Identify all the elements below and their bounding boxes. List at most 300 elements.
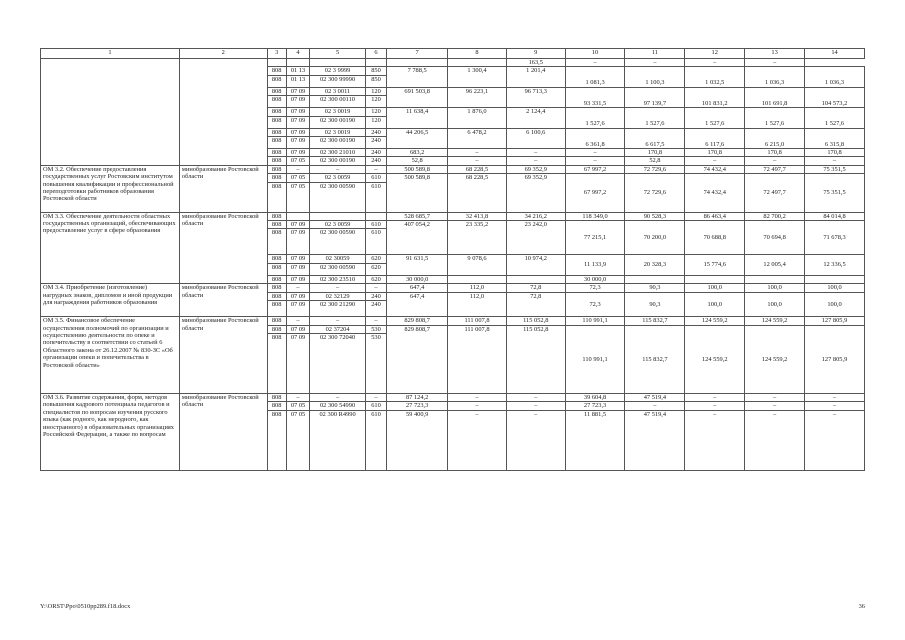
code-cell: – xyxy=(365,165,386,173)
amount-cell: 115 052,8 xyxy=(506,325,565,393)
table-cell: – xyxy=(565,59,625,67)
code-cell: 240 xyxy=(365,149,386,157)
amount-cell: 124 559,2 xyxy=(685,325,745,393)
code-cell: 02 300 00590 xyxy=(310,263,366,275)
code-cell: 808 xyxy=(267,410,286,470)
amount-cell: 70 200,0 xyxy=(625,221,685,255)
amount-cell: – xyxy=(685,402,745,410)
amount-cell: 67 997,2 xyxy=(565,174,625,212)
code-cell: 620 xyxy=(365,255,386,263)
amount-cell: 829 808,7 xyxy=(387,317,448,325)
code-cell: 610 xyxy=(365,182,386,212)
amount-cell: 6 215,0 xyxy=(745,128,805,148)
column-header: 9 xyxy=(506,49,565,59)
amount-cell: 1 527,6 xyxy=(685,108,745,128)
code-cell: 07 09 xyxy=(286,96,310,108)
code-cell: 02 3 9999 xyxy=(310,67,366,75)
amount-cell: 1 201,4 xyxy=(506,67,565,87)
amount-cell: 27 723,3 xyxy=(387,402,448,410)
table-cell xyxy=(448,59,507,67)
amount-cell: 100,0 xyxy=(745,284,805,292)
amount-cell xyxy=(625,275,685,283)
amount-cell: 75 351,5 xyxy=(805,165,865,173)
amount-cell: 124 559,2 xyxy=(745,317,805,325)
amount-cell: 23 242,0 xyxy=(506,221,565,255)
code-cell: 808 xyxy=(267,325,286,333)
code-cell: 808 xyxy=(267,157,286,165)
amount-cell: – xyxy=(805,393,865,401)
code-cell: 620 xyxy=(365,275,386,283)
code-cell: 610 xyxy=(365,410,386,470)
table-cell xyxy=(387,59,448,67)
amount-cell: 10 974,2 xyxy=(506,255,565,275)
amount-cell: 97 139,7 xyxy=(625,87,685,107)
column-header: 5 xyxy=(310,49,366,59)
program-name xyxy=(41,59,180,166)
code-cell: 07 05 xyxy=(286,182,310,212)
amount-cell: 500 589,8 xyxy=(387,165,448,173)
amount-cell: 93 331,5 xyxy=(565,87,625,107)
amount-cell: 1 300,4 xyxy=(448,67,507,87)
code-cell: 02 300 23510 xyxy=(310,275,366,283)
code-cell: 808 xyxy=(267,75,286,87)
amount-cell: 32 413,8 xyxy=(448,212,507,220)
code-cell: 07 09 xyxy=(286,275,310,283)
amount-cell: 112,0 xyxy=(448,284,507,292)
code-cell: 120 xyxy=(365,116,386,128)
code-cell: 07 09 xyxy=(286,87,310,95)
code-cell: 808 xyxy=(267,393,286,401)
code-cell: – xyxy=(286,284,310,292)
amount-cell: 12 005,4 xyxy=(745,255,805,275)
amount-cell: – xyxy=(506,157,565,165)
amount-cell: 68 228,5 xyxy=(448,165,507,173)
code-cell: 02 37204 xyxy=(310,325,366,333)
amount-cell: – xyxy=(448,410,507,470)
column-header: 2 xyxy=(179,49,267,59)
amount-cell: 47 519,4 xyxy=(625,410,685,470)
code-cell: 07 09 xyxy=(286,149,310,157)
amount-cell: 52,8 xyxy=(387,157,448,165)
code-cell: – xyxy=(365,317,386,325)
executor: минобразование Ростовской области xyxy=(179,393,267,470)
code-cell: – xyxy=(286,317,310,325)
amount-cell: – xyxy=(506,393,565,401)
executor: минобразование Ростовской области xyxy=(179,317,267,394)
amount-cell: 69 352,9 xyxy=(506,165,565,173)
amount-cell: 59 400,9 xyxy=(387,410,448,470)
code-cell: 02 300 00590 xyxy=(310,229,366,255)
code-cell: 02 300 54990 xyxy=(310,402,366,410)
amount-cell: 691 503,8 xyxy=(387,87,448,107)
amount-cell: 115 832,7 xyxy=(625,325,685,393)
column-header: 14 xyxy=(805,49,865,59)
code-cell: 240 xyxy=(365,292,386,300)
code-cell: – xyxy=(310,317,366,325)
amount-cell: 112,0 xyxy=(448,292,507,316)
amount-cell: 500 589,8 xyxy=(387,174,448,212)
amount-cell: 407 054,2 xyxy=(387,221,448,255)
amount-cell: 6 617,5 xyxy=(625,128,685,148)
amount-cell: 72,3 xyxy=(565,292,625,316)
amount-cell: 74 432,4 xyxy=(685,174,745,212)
code-cell: 808 xyxy=(267,229,286,255)
amount-cell: 72,8 xyxy=(506,284,565,292)
table-cell xyxy=(267,59,286,67)
column-header: 10 xyxy=(565,49,625,59)
code-cell: 530 xyxy=(365,325,386,333)
program-name: ОМ 3.6. Развитие содержания, форм, методов повышения кадрового потенциала педагогов и специалистов по вопросам изучения русского языка (как родного, как неродного, как иностранного) в образовательных организациях Российской Федерации, а также по вопросам xyxy=(41,393,180,470)
code-cell: 808 xyxy=(267,67,286,75)
code-cell: 610 xyxy=(365,174,386,182)
code-cell: – xyxy=(310,284,366,292)
amount-cell: 127 805,9 xyxy=(805,325,865,393)
amount-cell: 91 631,5 xyxy=(387,255,448,275)
amount-cell: 104 573,2 xyxy=(805,87,865,107)
amount-cell: 1 081,3 xyxy=(565,67,625,87)
code-cell: 808 xyxy=(267,182,286,212)
program-name: ОМ 3.5. Финансовое обеспечение осуществления полномочий по организации и осуществлению деятельности по опеке и попечительству в соответствии со статьей 6 Областного закона от 26.12.2007 № 830-ЗС «Об организации опеки и попечительства в Ростовской области» xyxy=(41,317,180,394)
column-header: 7 xyxy=(387,49,448,59)
budget-table xyxy=(40,48,865,471)
amount-cell: 683,2 xyxy=(387,149,448,157)
amount-cell: 2 124,4 xyxy=(506,108,565,128)
code-cell: 07 09 xyxy=(286,108,310,116)
code-cell: 808 xyxy=(267,255,286,263)
executor: минобразование Ростовской области xyxy=(179,212,267,284)
code-cell: 808 xyxy=(267,402,286,410)
amount-cell: 72,3 xyxy=(565,284,625,292)
amount-cell: – xyxy=(745,157,805,165)
amount-cell: – xyxy=(448,149,507,157)
amount-cell: 90 528,3 xyxy=(625,212,685,220)
code-cell xyxy=(365,212,386,220)
amount-cell: 1 876,0 xyxy=(448,108,507,128)
amount-cell: 96 713,3 xyxy=(506,87,565,107)
code-cell: 120 xyxy=(365,87,386,95)
amount-cell: 87 124,2 xyxy=(387,393,448,401)
table-cell xyxy=(310,59,366,67)
table-cell: – xyxy=(685,59,745,67)
table-cell: 163,5 xyxy=(506,59,565,67)
amount-cell: – xyxy=(805,157,865,165)
code-cell: 850 xyxy=(365,75,386,87)
program-name: ОМ 3.4. Приобретение (изготовление) нагрудных знаков, дипломов и иной продукции для награждения работников образования xyxy=(41,284,180,317)
amount-cell: 1 036,3 xyxy=(745,67,805,87)
amount-cell: 15 774,6 xyxy=(685,255,745,275)
amount-cell: 124 559,2 xyxy=(685,317,745,325)
column-header: 12 xyxy=(685,49,745,59)
amount-cell: – xyxy=(805,402,865,410)
code-cell: 07 05 xyxy=(286,402,310,410)
code-cell: 808 xyxy=(267,96,286,108)
amount-cell: 170,8 xyxy=(805,149,865,157)
amount-cell: 6 478,2 xyxy=(448,128,507,148)
amount-cell: – xyxy=(506,402,565,410)
code-cell: 808 xyxy=(267,263,286,275)
column-header: 4 xyxy=(286,49,310,59)
amount-cell: 829 808,7 xyxy=(387,325,448,393)
amount-cell: 1 032,5 xyxy=(685,67,745,87)
amount-cell: 52,8 xyxy=(625,157,685,165)
code-cell: 02 32129 xyxy=(310,292,366,300)
code-cell: 808 xyxy=(267,108,286,116)
executor xyxy=(179,59,267,166)
amount-cell: 90,3 xyxy=(625,292,685,316)
table-cell: – xyxy=(625,59,685,67)
table-cell: – xyxy=(745,59,805,67)
amount-cell: – xyxy=(506,149,565,157)
code-cell: 610 xyxy=(365,229,386,255)
code-cell: 530 xyxy=(365,333,386,393)
amount-cell: 100,0 xyxy=(685,284,745,292)
amount-cell: – xyxy=(685,410,745,470)
page-number: 36 xyxy=(858,603,865,610)
amount-cell xyxy=(745,275,805,283)
code-cell: 07 09 xyxy=(286,292,310,300)
code-cell: 808 xyxy=(267,284,286,292)
code-cell: 808 xyxy=(267,116,286,128)
amount-cell: 82 700,2 xyxy=(745,212,805,220)
amount-cell: 101 831,2 xyxy=(685,87,745,107)
column-header: 8 xyxy=(448,49,507,59)
code-cell: 01 13 xyxy=(286,75,310,87)
table-row xyxy=(41,317,865,325)
amount-cell: 170,8 xyxy=(745,149,805,157)
amount-cell: – xyxy=(685,393,745,401)
column-header: 3 xyxy=(267,49,286,59)
table-row xyxy=(41,165,865,173)
code-cell: 02 300 21290 xyxy=(310,301,366,317)
amount-cell: 1 100,3 xyxy=(625,67,685,87)
amount-cell xyxy=(805,275,865,283)
amount-cell: 115 832,7 xyxy=(625,317,685,325)
amount-cell: 12 336,5 xyxy=(805,255,865,275)
code-cell: 240 xyxy=(365,128,386,136)
amount-cell: 111 007,8 xyxy=(448,317,507,325)
table-cell xyxy=(286,59,310,67)
amount-cell: – xyxy=(448,402,507,410)
amount-cell: 7 788,5 xyxy=(387,67,448,87)
amount-cell: 6 361,8 xyxy=(565,128,625,148)
amount-cell: – xyxy=(745,402,805,410)
file-path: Y:\ORST\Ppo\0510pp289.f18.docx xyxy=(40,603,131,610)
code-cell: 02 300 00110 xyxy=(310,96,366,108)
amount-cell: – xyxy=(506,410,565,470)
code-cell: 620 xyxy=(365,263,386,275)
amount-cell: – xyxy=(625,402,685,410)
amount-cell: 70 694,8 xyxy=(745,221,805,255)
code-cell: 07 05 xyxy=(286,174,310,182)
code-cell: – xyxy=(310,165,366,173)
amount-cell: 77 215,1 xyxy=(565,221,625,255)
code-cell: 02 300 00190 xyxy=(310,157,366,165)
amount-cell: 1 527,6 xyxy=(565,108,625,128)
amount-cell: 124 559,2 xyxy=(745,325,805,393)
code-cell: 808 xyxy=(267,317,286,325)
amount-cell: – xyxy=(685,157,745,165)
code-cell: 02 300 21010 xyxy=(310,149,366,157)
code-cell: 808 xyxy=(267,87,286,95)
program-name: ОМ 3.3. Обеспечение деятельности областных государственных организаций, обеспечивающих предоставление услуг в сфере образования xyxy=(41,212,180,284)
amount-cell: 72 729,6 xyxy=(625,165,685,173)
code-cell: 02 30059 xyxy=(310,255,366,263)
amount-cell: – xyxy=(565,149,625,157)
code-cell: 02 300 72040 xyxy=(310,333,366,393)
code-cell: 808 xyxy=(267,137,286,149)
code-cell: – xyxy=(365,393,386,401)
code-cell xyxy=(286,212,310,220)
code-cell: 610 xyxy=(365,221,386,229)
code-cell: 07 05 xyxy=(286,410,310,470)
amount-cell: 1 527,6 xyxy=(805,108,865,128)
code-cell: 808 xyxy=(267,149,286,157)
code-cell: 02 3 0019 xyxy=(310,108,366,116)
amount-cell: 86 463,4 xyxy=(685,212,745,220)
code-cell: 07 09 xyxy=(286,263,310,275)
amount-cell: 100,0 xyxy=(745,292,805,316)
amount-cell: 110 991,1 xyxy=(565,325,625,393)
code-cell: 808 xyxy=(267,128,286,136)
code-cell: 850 xyxy=(365,67,386,75)
amount-cell: 170,8 xyxy=(625,149,685,157)
amount-cell: 528 685,7 xyxy=(387,212,448,220)
amount-cell: 6 100,6 xyxy=(506,128,565,148)
amount-cell: – xyxy=(448,157,507,165)
amount-cell: 170,8 xyxy=(685,149,745,157)
amount-cell: 100,0 xyxy=(685,292,745,316)
program-name: ОМ 3.2. Обеспечение предоставления государственных услуг Ростовским институтом повышения квалификации и профессиональной переподготовки работников образования Ростовской области xyxy=(41,165,180,212)
amount-cell: 67 997,2 xyxy=(565,165,625,173)
amount-cell: 71 678,3 xyxy=(805,221,865,255)
column-header: 13 xyxy=(745,49,805,59)
amount-cell: – xyxy=(805,410,865,470)
code-cell: 07 09 xyxy=(286,221,310,229)
code-cell: 610 xyxy=(365,402,386,410)
amount-cell: 9 078,6 xyxy=(448,255,507,275)
code-cell: 240 xyxy=(365,157,386,165)
executor: минобразование Ростовской области xyxy=(179,284,267,317)
amount-cell: 34 216,2 xyxy=(506,212,565,220)
code-cell: 02 300 00190 xyxy=(310,137,366,149)
code-cell: 02 300 R4990 xyxy=(310,410,366,470)
code-cell xyxy=(310,212,366,220)
header-row xyxy=(41,49,865,59)
amount-cell: 1 036,3 xyxy=(805,67,865,87)
code-cell: 07 09 xyxy=(286,255,310,263)
amount-cell: 47 519,4 xyxy=(625,393,685,401)
amount-cell: 72,8 xyxy=(506,292,565,316)
code-cell: 808 xyxy=(267,221,286,229)
amount-cell: – xyxy=(745,410,805,470)
code-cell: 07 09 xyxy=(286,301,310,317)
amount-cell xyxy=(685,275,745,283)
code-cell: 07 09 xyxy=(286,229,310,255)
code-cell: – xyxy=(310,393,366,401)
code-cell: 02 3 0019 xyxy=(310,128,366,136)
amount-cell xyxy=(448,275,507,283)
code-cell: 02 300 00590 xyxy=(310,182,366,212)
amount-cell: 647,4 xyxy=(387,292,448,316)
amount-cell: 96 223,1 xyxy=(448,87,507,107)
amount-cell: 75 351,5 xyxy=(805,174,865,212)
amount-cell: 39 604,8 xyxy=(565,393,625,401)
amount-cell: 100,0 xyxy=(805,292,865,316)
amount-cell: 74 432,4 xyxy=(685,165,745,173)
amount-cell xyxy=(506,275,565,283)
amount-cell: 70 688,8 xyxy=(685,221,745,255)
amount-cell: – xyxy=(448,393,507,401)
column-header: 1 xyxy=(41,49,180,59)
code-cell: 07 05 xyxy=(286,157,310,165)
code-cell: – xyxy=(286,393,310,401)
code-cell: 808 xyxy=(267,165,286,173)
code-cell: 808 xyxy=(267,212,286,220)
code-cell: 02 3 0059 xyxy=(310,221,366,229)
executor: минобразование Ростовской области xyxy=(179,165,267,212)
amount-cell: 647,4 xyxy=(387,284,448,292)
amount-cell: 44 206,5 xyxy=(387,128,448,148)
amount-cell: 11 881,5 xyxy=(565,410,625,470)
code-cell: 808 xyxy=(267,174,286,182)
amount-cell: 30 000,0 xyxy=(565,275,625,283)
amount-cell: 90,3 xyxy=(625,284,685,292)
code-cell: 02 300 99990 xyxy=(310,75,366,87)
amount-cell: 1 527,6 xyxy=(625,108,685,128)
code-cell: – xyxy=(286,165,310,173)
code-cell: 808 xyxy=(267,333,286,393)
table-row xyxy=(41,284,865,292)
column-header: 6 xyxy=(365,49,386,59)
amount-cell: 127 805,9 xyxy=(805,317,865,325)
amount-cell: 111 007,8 xyxy=(448,325,507,393)
amount-cell: 11 133,9 xyxy=(565,255,625,275)
amount-cell: 23 335,2 xyxy=(448,221,507,255)
amount-cell: – xyxy=(745,393,805,401)
amount-cell: 72 497,7 xyxy=(745,174,805,212)
table-row xyxy=(41,212,865,220)
code-cell: 01 13 xyxy=(286,67,310,75)
code-cell: 808 xyxy=(267,275,286,283)
code-cell: 02 3 0011 xyxy=(310,87,366,95)
table-cell xyxy=(365,59,386,67)
table-row xyxy=(41,59,865,67)
code-cell: 808 xyxy=(267,292,286,300)
code-cell: 07 09 xyxy=(286,325,310,333)
amount-cell: 1 527,6 xyxy=(745,108,805,128)
amount-cell: 27 723,3 xyxy=(565,402,625,410)
amount-cell: 118 349,0 xyxy=(565,212,625,220)
code-cell: 120 xyxy=(365,108,386,116)
amount-cell: 72 729,6 xyxy=(625,174,685,212)
code-cell: 07 09 xyxy=(286,128,310,136)
amount-cell: – xyxy=(565,157,625,165)
table-row xyxy=(41,393,865,401)
amount-cell: 110 991,1 xyxy=(565,317,625,325)
code-cell: 07 09 xyxy=(286,116,310,128)
amount-cell: 68 228,5 xyxy=(448,174,507,212)
amount-cell: 6 315,8 xyxy=(805,128,865,148)
code-cell: 07 09 xyxy=(286,137,310,149)
code-cell: 120 xyxy=(365,96,386,108)
amount-cell: 30 000,0 xyxy=(387,275,448,283)
amount-cell: 20 328,3 xyxy=(625,255,685,275)
amount-cell: 69 352,9 xyxy=(506,174,565,212)
code-cell: 240 xyxy=(365,137,386,149)
code-cell: 808 xyxy=(267,301,286,317)
amount-cell: 6 117,6 xyxy=(685,128,745,148)
amount-cell: 72 497,7 xyxy=(745,165,805,173)
